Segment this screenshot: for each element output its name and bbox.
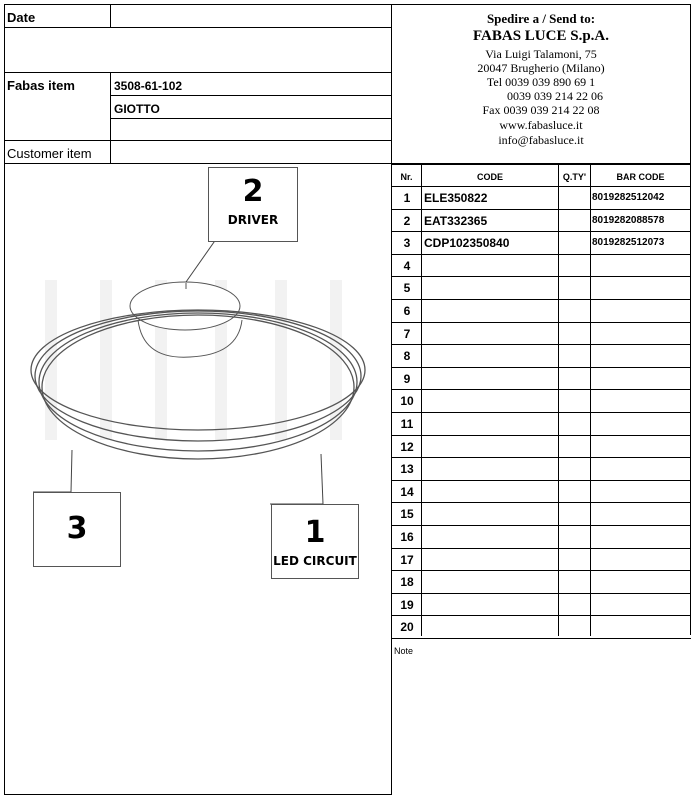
frame-top-line-right (391, 4, 691, 5)
row-number: 13 (400, 462, 414, 476)
sender-tel2: 0039 039 214 22 06 (507, 89, 603, 103)
table-col-line (590, 164, 591, 636)
header-nr: Nr. (400, 172, 413, 182)
row-barcode: 8019282512073 (592, 237, 665, 248)
callout-caption: LED CIRCUIT (273, 554, 357, 568)
row-code: ELE350822 (424, 191, 488, 205)
sender-company: FABAS LUCE S.p.A. (472, 28, 609, 44)
table-row-line (391, 186, 691, 187)
sender-city: 20047 Brugherio (Milano) (477, 61, 605, 75)
note-label: Note (394, 646, 414, 656)
row-barcode: 8019282512042 (592, 192, 665, 203)
header-barcode: BAR CODE (616, 172, 665, 182)
callout-bracket (33, 492, 121, 567)
table-col-line (421, 164, 422, 636)
row-number: 20 (400, 620, 414, 634)
table-row-line (391, 209, 691, 210)
row-number: 15 (400, 507, 414, 521)
row-barcode: 8019282088578 (592, 215, 665, 226)
row-number: 17 (400, 553, 414, 567)
table-row-line (391, 299, 691, 300)
row-number: 12 (400, 440, 414, 454)
callout-driver (208, 167, 298, 242)
table-row-line (391, 344, 691, 345)
grid-line (110, 4, 111, 28)
frame-bottom-line (4, 794, 392, 795)
callout-number: 3 (66, 511, 88, 546)
customer-item-label: Customer item (7, 146, 92, 161)
row-number: 2 (403, 214, 411, 228)
row-number: 1 (403, 191, 411, 205)
grid-line (4, 27, 392, 28)
grid-line (4, 72, 392, 73)
header-qty: Q.TY' (562, 172, 587, 182)
grid-line (110, 95, 392, 96)
row-number: 18 (400, 575, 414, 589)
fabas-item-code: 3508-61-102 (114, 79, 183, 93)
sender-web[interactable]: www.fabasluce.it (499, 118, 583, 132)
table-row-line (391, 457, 691, 458)
table-row-line (391, 231, 691, 232)
grid-line (110, 118, 392, 119)
row-number: 7 (403, 327, 411, 341)
header-code: CODE (476, 172, 503, 182)
date-label: Date (7, 10, 36, 25)
sender-email[interactable]: info@fabasluce.it (498, 133, 584, 147)
table-row-line (391, 389, 691, 390)
row-number: 5 (403, 281, 411, 295)
led-ring (31, 310, 365, 459)
table-col-line (558, 164, 559, 636)
grid-line (4, 163, 392, 164)
row-number: 10 (400, 394, 414, 408)
row-number: 9 (403, 372, 411, 386)
table-row-line (391, 367, 691, 368)
row-number: 16 (400, 530, 414, 544)
lamp-diagram (5, 165, 391, 794)
row-code: EAT332365 (424, 214, 488, 228)
table-row-line (391, 254, 691, 255)
row-number: 3 (403, 236, 411, 250)
table-row-line (391, 615, 691, 616)
row-number: 14 (400, 485, 414, 499)
row-number: 8 (403, 349, 411, 363)
row-number: 19 (400, 598, 414, 612)
sender-tel1: Tel 0039 039 890 69 1 (486, 75, 596, 89)
fabas-item-label: Fabas item (7, 78, 75, 93)
table-row-line (391, 322, 691, 323)
callout-number: 1 (304, 515, 326, 550)
row-number: 6 (403, 304, 411, 318)
sender-fax: Fax 0039 039 214 22 08 (482, 103, 600, 117)
grid-line (110, 72, 111, 164)
callout-caption: DRIVER (227, 213, 279, 227)
table-bottom-line (391, 638, 691, 639)
table-row-line (391, 480, 691, 481)
table-row-line (391, 502, 691, 503)
table-row-line (391, 525, 691, 526)
table-row-line (391, 276, 691, 277)
callout-number: 2 (242, 174, 264, 209)
table-row-line (391, 548, 691, 549)
fabas-item-name: GIOTTO (114, 102, 160, 116)
table-row-line (391, 570, 691, 571)
sender-street: Via Luigi Talamoni, 75 (485, 47, 597, 61)
row-code: CDP102350840 (424, 236, 510, 250)
sender-title: Spedire a / Send to: (486, 11, 596, 26)
table-row-line (391, 435, 691, 436)
table-top-line (391, 163, 691, 165)
callout-led-circuit (271, 504, 359, 579)
frame-right-line (690, 4, 691, 635)
table-row-line (391, 412, 691, 413)
row-number: 4 (403, 259, 411, 273)
table-row-line (391, 593, 691, 594)
frame-top-line (4, 4, 392, 5)
grid-line (4, 140, 392, 141)
row-number: 11 (400, 417, 414, 431)
